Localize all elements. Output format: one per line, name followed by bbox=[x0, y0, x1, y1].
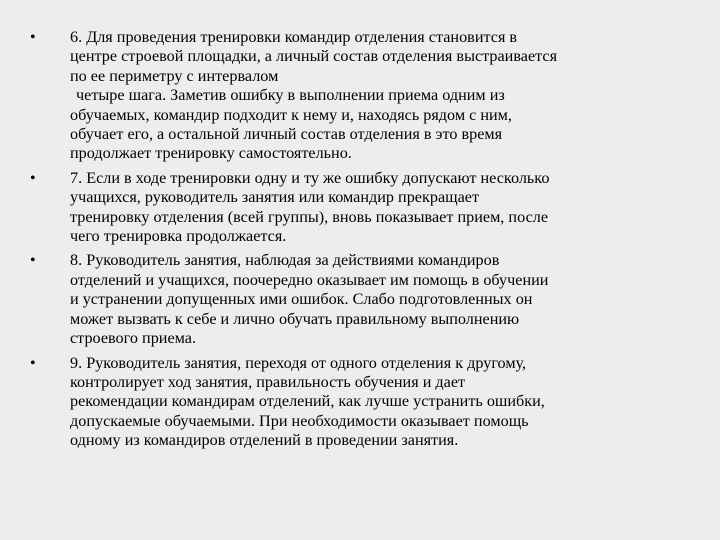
text-line: строевого приема. bbox=[70, 329, 196, 348]
text-line: по ее периметру с интервалом bbox=[70, 66, 279, 85]
bullet-marker: • bbox=[30, 169, 36, 187]
text-line: допускаемые обучаемыми. При необходимости оказывает помощь bbox=[70, 411, 529, 430]
text-line: обучаемых, командир подходит к нему и, находясь рядом с ним, bbox=[70, 105, 512, 124]
text-line: центре строевой площадки, а личный состав отделения выстраивается bbox=[70, 47, 558, 66]
text-line: 9. Руководитель занятия, переходя от одного отделения к другому, bbox=[70, 353, 527, 372]
text-line: может вызвать к себе и лично обучать правильному выполнению bbox=[70, 309, 520, 328]
text-line: рекомендации командирам отделений, как лучше устранить ошибки, bbox=[70, 392, 545, 411]
bullet-item-6 bbox=[30, 28, 700, 164]
text-line: и устранении допущенных ими ошибок. Слабо подготовленных он bbox=[70, 290, 533, 309]
bullet-item-9 bbox=[30, 354, 700, 451]
bullet-marker: • bbox=[30, 252, 36, 270]
text-line: четыре шага. Заметив ошибку в выполнении приема одним из bbox=[76, 86, 505, 105]
text-line: продолжает тренировку самостоятельно. bbox=[70, 144, 352, 163]
bullet-marker: • bbox=[30, 354, 36, 372]
text-line: отделений и учащихся, поочередно оказывает им помощь в обучении bbox=[70, 270, 549, 289]
text-line: чего тренировка продолжается. bbox=[70, 227, 287, 246]
text-line: 6. Для проведения тренировки командир отделения становится в bbox=[70, 28, 518, 46]
text-line: одному из командиров отделений в проведении занятия. bbox=[70, 431, 459, 450]
text-line: контролирует ход занятия, правильность обучения и дает bbox=[70, 372, 466, 391]
text-line: 8. Руководитель занятия, наблюдая за действиями командиров bbox=[70, 251, 500, 270]
text-line: 7. Если в ходе тренировки одну и ту же ошибку допускают несколько bbox=[70, 168, 550, 187]
bullet-marker: • bbox=[30, 29, 36, 46]
text-line: обучает его, а остальной личный состав отделения в это время bbox=[70, 125, 503, 144]
bullet-list bbox=[30, 28, 700, 456]
text-line: тренировку отделения (всей группы), вновь показывает прием, после bbox=[70, 207, 549, 226]
bullet-item-8 bbox=[30, 251, 700, 348]
text-line: учащихся, руководитель занятия или командир прекращает bbox=[70, 188, 480, 207]
bullet-item-7 bbox=[30, 169, 700, 247]
